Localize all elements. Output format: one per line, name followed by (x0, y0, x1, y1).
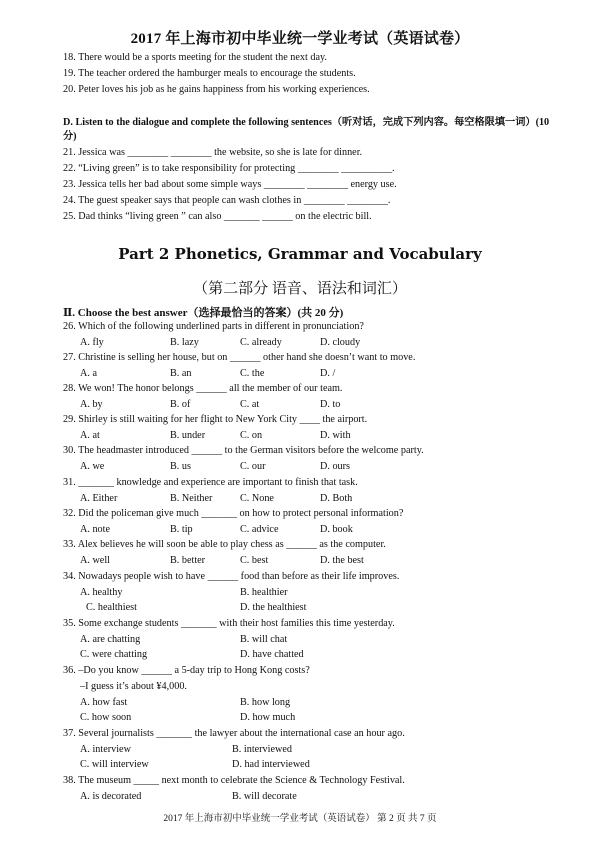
option-a: A. are chatting (80, 634, 141, 645)
question-item: 22. “Living green” is to take responsibility for protecting ________ __________. (63, 163, 395, 174)
option-d: D. have chatted (240, 649, 304, 660)
option-c: C. will interview (80, 759, 149, 770)
option-c: C. on (240, 430, 263, 441)
question-stem: 30. The headmaster introduced ______ to the German visitors before the welcome party. (63, 445, 424, 456)
section-heading-cont: 分) (63, 131, 77, 142)
option-c: C. how soon (80, 712, 132, 723)
option-b: B. interviewed (232, 744, 292, 755)
option-c: C. None (240, 493, 274, 504)
option-b: B. Neither (170, 493, 213, 504)
option-b: B. better (170, 555, 206, 566)
option-d: D. book (320, 524, 353, 535)
section-heading: Ⅱ. Choose the best answer（选择最恰当的答案）(共 20 分) (63, 307, 344, 319)
option-d: D. had interviewed (232, 759, 310, 770)
option-a: A. how fast (80, 697, 128, 708)
option-c: C. best (240, 555, 269, 566)
option-d: D. the best (320, 555, 364, 566)
option-d: D. Both (320, 493, 353, 504)
option-d: D. cloudy (320, 337, 361, 348)
page-title: 2017 年上海市初中毕业统一学业考试（英语试卷） (130, 31, 470, 47)
option-d: D. ours (320, 461, 350, 472)
option-d: D. the healthiest (240, 602, 307, 613)
option-a: A. fly (80, 337, 104, 348)
question-stem-reply: –I guess it’s about ¥4,000. (80, 681, 187, 692)
option-c: C. advice (240, 524, 279, 535)
option-d: D. with (320, 430, 351, 441)
option-b: B. how long (240, 697, 291, 708)
option-c: C. at (240, 399, 260, 410)
question-stem: 31. _______ knowledge and experience are important to finish that task. (63, 477, 358, 488)
question-stem: 33. Alex believes he will soon be able to play chess as ______ as the computer. (63, 539, 386, 550)
option-b: B. will decorate (232, 791, 297, 802)
option-c: C. already (240, 337, 282, 348)
question-stem: 34. Nowadays people wish to have ______ food than before as their life improves. (63, 571, 400, 582)
question-stem: 27. Christine is selling her house, but on ______ other hand she doesn’t want to move. (63, 352, 416, 363)
option-d: D. / (320, 368, 336, 379)
option-b: B. of (170, 399, 191, 410)
part-subtitle: （第二部分 语音、语法和词汇） (193, 281, 407, 297)
option-b: B. healthier (240, 587, 288, 598)
question-item: 19. The teacher ordered the hamburger meals to encourage the students. (63, 68, 356, 79)
question-item: 24. The guest speaker says that people can wash clothes in ________ ________. (63, 195, 391, 206)
option-a: A. at (80, 430, 100, 441)
option-b: B. lazy (170, 337, 199, 348)
option-a: A. note (80, 524, 110, 535)
question-stem: 28. We won! The honor belongs ______ all the member of our team. (63, 383, 343, 394)
option-b: B. us (170, 461, 191, 472)
option-c: C. our (240, 461, 266, 472)
question-stem: 37. Several journalists _______ the lawyer about the international case an hour ago. (63, 728, 405, 739)
option-c: C. healthiest (86, 602, 137, 613)
section-heading: D. Listen to the dialogue and complete the following sentences（听对话，完成下列内容。每空格限填一词）(10 (63, 117, 550, 128)
question-item: 21. Jessica was ________ ________ the website, so she is late for dinner. (63, 147, 363, 158)
option-a: A. healthy (80, 587, 123, 598)
question-item: 23. Jessica tells her bad about some simple ways ________ ________ energy use. (63, 179, 397, 190)
question-stem: 36. –Do you know ______ a 5-day trip to Hong Kong costs? (63, 665, 310, 676)
question-stem: 38. The museum _____ next month to celebrate the Science & Technology Festival. (63, 775, 405, 786)
option-b: B. under (170, 430, 206, 441)
option-b: B. an (170, 368, 192, 379)
part-title: Part 2 Phonetics, Grammar and Vocabulary (118, 245, 482, 263)
option-a: A. by (80, 399, 103, 410)
question-stem: 32. Did the policeman give much _______ on how to protect personal information? (63, 508, 404, 519)
option-a: A. we (80, 461, 105, 472)
question-item: 20. Peter loves his job as he gains happiness from his working experiences. (63, 84, 370, 95)
question-stem: 35. Some exchange students _______ with their host families this time yesterday. (63, 618, 395, 629)
option-c: C. the (240, 368, 265, 379)
page-footer: 2017 年上海市初中毕业统一学业考试（英语试卷） 第 2 页 共 7 页 (163, 814, 437, 824)
question-item: 18. There would be a sports meeting for the student the next day. (63, 52, 327, 63)
option-b: B. will chat (240, 634, 288, 645)
option-a: A. well (80, 555, 110, 566)
option-d: D. how much (240, 712, 296, 723)
question-item: 25. Dad thinks “living green ” can also _______ ______ on the electric bill. (63, 211, 372, 222)
option-a: A. interview (80, 744, 131, 755)
option-a: A. Either (80, 493, 118, 504)
question-stem: 26. Which of the following underlined parts in different in pronunciation? (63, 321, 364, 332)
question-stem: 29. Shirley is still waiting for her flight to New York City ____ the airport. (63, 414, 368, 425)
option-c: C. were chatting (80, 649, 148, 660)
option-d: D. to (320, 399, 341, 410)
option-a: A. is decorated (80, 791, 142, 802)
option-b: B. tip (170, 524, 193, 535)
option-a: A. a (80, 368, 97, 379)
